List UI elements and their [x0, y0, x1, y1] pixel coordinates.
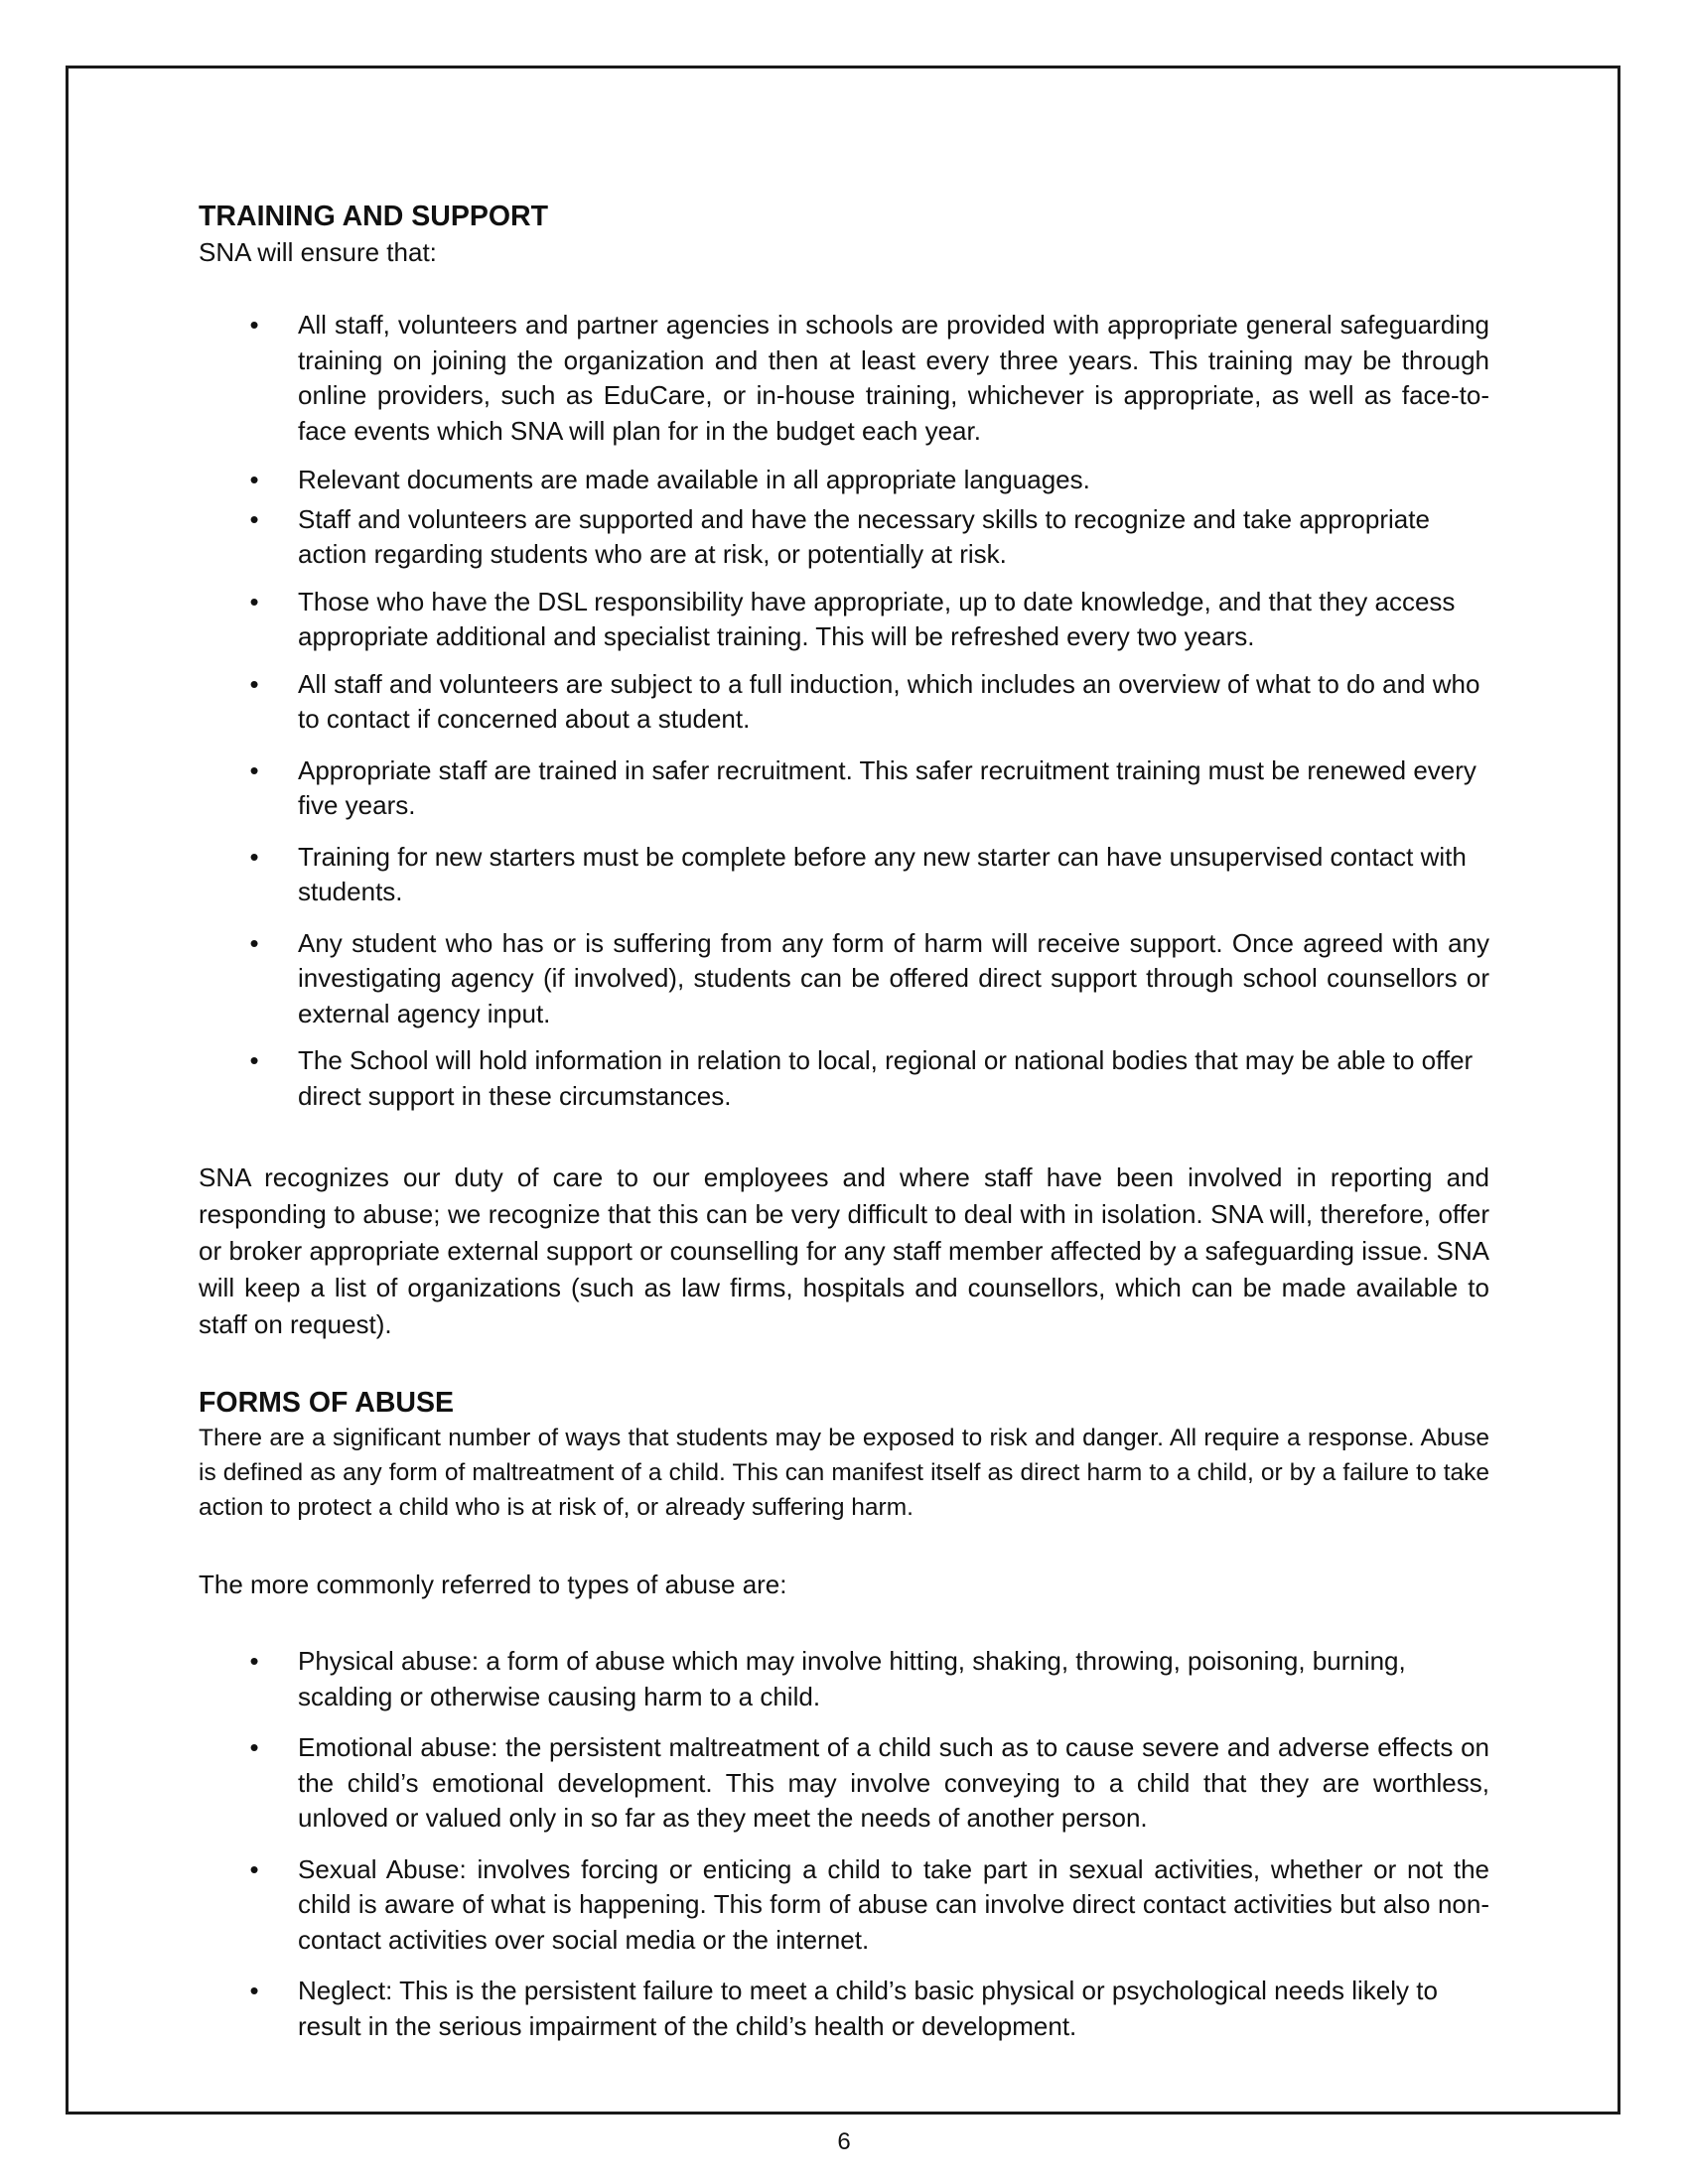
bullet-icon: •: [249, 841, 259, 872]
bullet-icon: •: [249, 503, 259, 534]
list-item: [199, 502, 1489, 573]
forms-of-abuse-heading: FORMS OF ABUSE: [199, 1387, 455, 1419]
list-item: [199, 1644, 1489, 1714]
list-item-text: All staff and volunteers are subject to a full induction, which includes an overview of what to do and who to contact if concerned about a student.: [298, 668, 1480, 734]
list-item-text: Appropriate staff are trained in safer recruitment. This safer recruitment training must be renewed every five years.: [298, 754, 1477, 820]
training-intro: SNA will ensure that:: [199, 237, 437, 267]
list-item-text: Any student who has or is suffering from any form of harm will receive support. Once agreed with any investigating agency (if involved), students can be offered direct support through school counsellors or external agency input.: [298, 927, 1489, 1028]
abuse-types-intro: The more commonly referred to types of abuse are:: [199, 1570, 787, 1599]
bullet-icon: •: [249, 927, 259, 958]
list-item-text: Sexual Abuse: involves forcing or enticing a child to take part in sexual activities, whether or not the child is aware of what is happening. This form of abuse can involve direct contact activities but also non-contact activities over social media or the internet.: [298, 1853, 1489, 1955]
list-item: [199, 753, 1489, 824]
bullet-icon: •: [249, 465, 259, 494]
list-item-text: Staff and volunteers are supported and have the necessary skills to recognize and take appropriate action regarding students who are at risk, or potentially at risk.: [298, 503, 1430, 569]
list-item: [199, 926, 1489, 1032]
list-item: [199, 667, 1489, 738]
list-item: [199, 1730, 1489, 1837]
page-content: [199, 199, 1489, 2056]
training-bullet-list: [199, 308, 1489, 1114]
list-item-text: Training for new starters must be complete before any new starter can have unsupervised contact with students.: [298, 841, 1467, 906]
abuse-intro-paragraph: There are a significant number of ways that students may be exposed to risk and danger. All require a response. Abuse is defined as any form of maltreatment of a child. This can manifest itself as direct harm to a child, or by a failure to take action to protect a child who is at risk of, or already suffering harm.: [199, 1425, 1489, 1521]
list-item: [199, 463, 1489, 498]
list-item: [199, 585, 1489, 655]
list-item: [199, 308, 1489, 449]
bullet-icon: •: [249, 1976, 259, 2005]
bullet-icon: •: [249, 586, 259, 616]
bullet-icon: •: [249, 1646, 259, 1676]
list-item-text: Relevant documents are made available in all appropriate languages.: [298, 465, 1090, 494]
list-item-text: Physical abuse: a form of abuse which may involve hitting, shaking, throwing, poisoning, burning, scalding or otherwise causing harm to a child.: [298, 1646, 1406, 1711]
bullet-icon: •: [249, 668, 259, 699]
bullet-icon: •: [249, 1045, 259, 1075]
bullet-icon: •: [249, 1853, 259, 1884]
list-item-text: All staff, volunteers and partner agencies in schools are provided with appropriate general safeguarding training on joining the organization and then at least every three years. This training may be through online providers, such as EduCare, or in-house training, whichever is appropriate, as well as face-to-face events which SNA will plan for in the budget each year.: [298, 310, 1489, 446]
duty-of-care-paragraph: SNA recognizes our duty of care to our employees and where staff have been involved in reporting and responding to abuse; we recognize that this can be very difficult to deal with in isolation. SNA will, therefore, offer or broker appropriate external support or counselling for any staff member affected by a safeguarding issue. SNA will keep a list of organizations (such as law firms, hospitals and counsellors, which can be made available to staff on request).: [199, 1162, 1489, 1339]
list-item: [199, 1974, 1489, 2044]
bullet-icon: •: [249, 754, 259, 785]
list-item: [199, 840, 1489, 910]
list-item-text: Those who have the DSL responsibility have appropriate, up to date knowledge, and that they access appropriate additional and specialist training. This will be refreshed every two years.: [298, 586, 1456, 651]
list-item: [199, 1852, 1489, 1959]
list-item-text: The School will hold information in relation to local, regional or national bodies that may be able to offer direct support in these circumstances.: [298, 1045, 1474, 1111]
list-item: [199, 1043, 1489, 1114]
bullet-icon: •: [249, 1732, 259, 1762]
bullet-icon: •: [249, 310, 259, 340]
page-number: 6: [837, 2128, 851, 2155]
list-item-text: Emotional abuse: the persistent maltreatment of a child such as to cause severe and adverse effects on the child’s emotional development. This may involve conveying to a child that they are worthless, unloved or valued only in so far as they meet the needs of another person.: [298, 1732, 1489, 1833]
list-item-text: Neglect: This is the persistent failure to meet a child’s basic physical or psychological needs likely to result in the serious impairment of the child’s health or development.: [298, 1976, 1438, 2041]
abuse-types-list: [199, 1644, 1489, 2044]
training-support-heading: TRAINING AND SUPPORT: [199, 201, 549, 232]
